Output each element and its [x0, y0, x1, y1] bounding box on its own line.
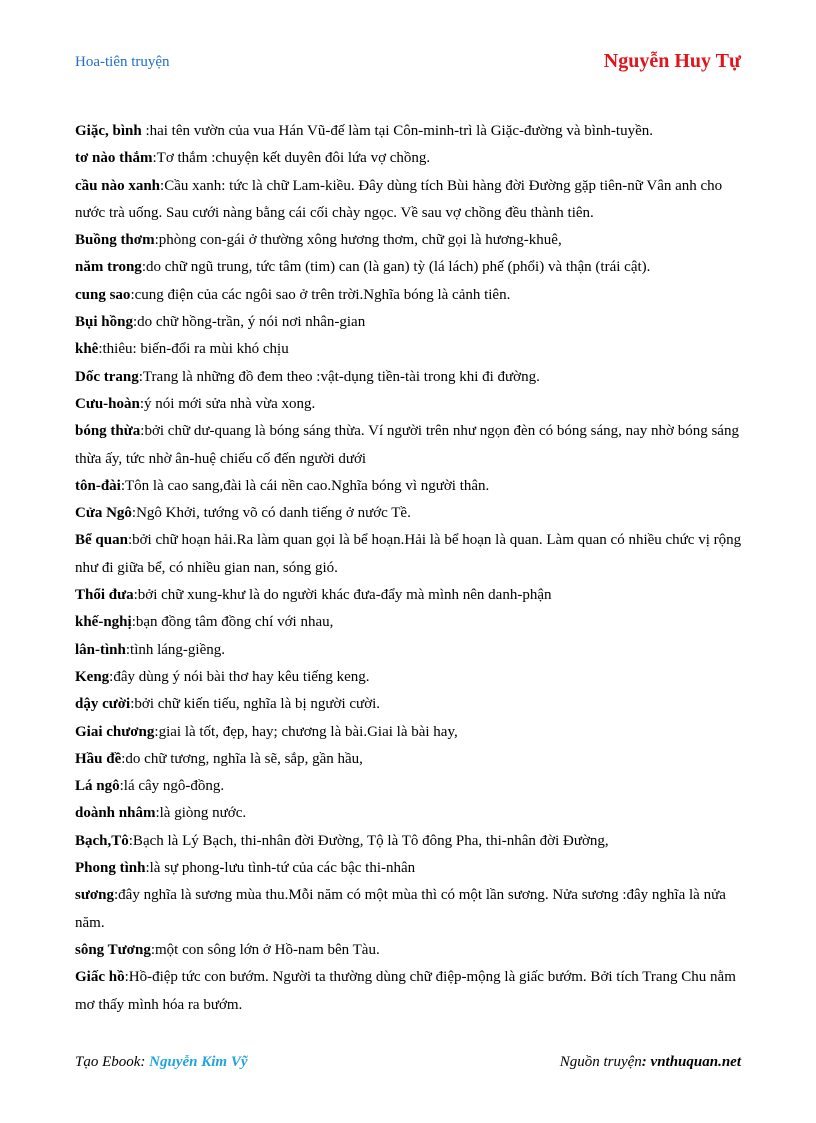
glossary-entry — [75, 882, 743, 937]
glossary-entry — [75, 773, 743, 800]
glossary-definition: :bạn đồng tâm đồng chí với nhau, — [131, 614, 334, 631]
glossary-entry — [75, 282, 743, 309]
glossary-entry — [75, 828, 743, 855]
glossary-entry — [75, 855, 743, 882]
glossary-definition: :Tơ thắm :chuyện kết duyên đôi lứa vợ chồng. — [152, 150, 431, 167]
glossary-definition: :một con sông lớn ở Hồ-nam bên Tàu. — [150, 941, 380, 958]
glossary-definition: :ý nói mới sửa nhà vừa xong. — [139, 395, 316, 412]
creator-label: Tạo Ebook — [75, 1054, 141, 1070]
book-title: Hoa-tiên truyện — [75, 54, 170, 70]
source-credit — [560, 1054, 741, 1071]
glossary-definition: :cung điện của các ngôi sao ở trên trời.Nghĩa bóng là cảnh tiên. — [130, 286, 511, 303]
glossary-term: năm trong — [75, 259, 142, 276]
glossary-definition: :Bạch là Lý Bạch, thi-nhân đời Đường, Tộ là Tô đông Pha, thi-nhân đời Đường, — [128, 832, 609, 849]
glossary-entry — [75, 964, 743, 1019]
glossary-definition: :là sự phong-lưu tình-tứ của các bậc thi-nhân — [145, 860, 416, 877]
glossary-definition: :Cầu xanh: tức là chữ Lam-kiều. Đây dùng tích Bùi hàng đời Đường gặp tiên-nữ Vân anh cho nước trà uống. Sau cưới nàng bằng cái cối chày ngọc. Về sau vợ chồng đều thành tiên. — [75, 177, 723, 221]
glossary-term: tơ nào thắm — [75, 150, 153, 167]
glossary-entry — [75, 118, 743, 145]
glossary-definition: :thiêu: biến-đổi ra mùi khó chịu — [98, 341, 289, 358]
glossary-entry — [75, 500, 743, 527]
glossary-term: Dốc trang — [75, 368, 139, 385]
glossary-definition: :do chữ hồng-trần, ý nói nơi nhân-gian — [132, 314, 366, 331]
glossary-entry — [75, 173, 743, 228]
glossary-term: sương — [75, 887, 114, 904]
glossary-entry — [75, 609, 743, 636]
creator-name: Nguyễn Kim Vỹ — [149, 1054, 248, 1070]
page-header — [75, 50, 741, 80]
glossary-definition: :bởi chữ kiến tiếu, nghĩa là bị người cười. — [130, 696, 381, 713]
glossary-definition: :do chữ ngũ trung, tức tâm (tim) can (là gan) tỳ (lá lách) phế (phổi) và thận (trái cật). — [141, 259, 651, 276]
glossary-term: cầu nào xanh — [75, 177, 161, 194]
source-separator: : — [641, 1054, 651, 1070]
glossary-definition: :Tôn là cao sang,đài là cái nền cao.Nghĩa bóng vì người thân. — [120, 477, 490, 494]
glossary-definition: :bởi chữ xung-khư là do người khác đưa-đẩy mà mình nên danh-phận — [133, 587, 552, 604]
glossary-entry — [75, 364, 743, 391]
glossary-entry — [75, 227, 743, 254]
glossary-term: Keng — [75, 668, 110, 685]
glossary-definition: :hai tên vườn của vua Hán Vũ-đế làm tại Côn-minh-trì là Giặc-đường và bình-tuyền. — [141, 123, 653, 139]
glossary-entry — [75, 691, 743, 718]
glossary-term: Cưu-hoàn — [75, 395, 140, 412]
glossary-list — [75, 118, 743, 1019]
creator-separator: : — [140, 1054, 150, 1070]
glossary-definition: :giai là tốt, đẹp, hay; chương là bài.Giai là bài hay, — [154, 723, 458, 740]
glossary-entry — [75, 145, 743, 172]
author-name: Nguyễn Huy Tự — [603, 50, 741, 72]
glossary-term: Giặc, bình — [75, 123, 142, 139]
glossary-term: Hầu đề — [75, 750, 122, 767]
glossary-entry — [75, 664, 743, 691]
source-label: Nguồn truyện — [559, 1054, 642, 1070]
glossary-definition: :Ngô Khởi, tướng võ có danh tiếng ở nước Tề. — [131, 505, 411, 522]
glossary-term: doành nhâm — [75, 805, 156, 822]
glossary-definition: :do chữ tương, nghĩa là sẽ, sắp, gần hầu, — [121, 750, 363, 767]
glossary-entry — [75, 937, 743, 964]
glossary-entry — [75, 719, 743, 746]
glossary-term: Buồng thơm — [75, 232, 155, 249]
glossary-entry — [75, 746, 743, 773]
glossary-term: khế-nghị — [75, 614, 132, 631]
glossary-definition: :tình láng-giềng. — [125, 641, 226, 658]
glossary-entry — [75, 637, 743, 664]
glossary-term: Giai chương — [75, 723, 155, 740]
glossary-entry — [75, 473, 743, 500]
glossary-definition: :đây dùng ý nói bài thơ hay kêu tiếng keng. — [109, 668, 370, 685]
glossary-entry — [75, 582, 743, 609]
glossary-term: Phong tình — [75, 860, 146, 877]
glossary-term: Lá ngô — [75, 778, 120, 795]
glossary-entry — [75, 527, 743, 582]
glossary-definition: :là giòng nước. — [155, 805, 247, 822]
glossary-entry — [75, 336, 743, 363]
glossary-entry — [75, 309, 743, 336]
glossary-term: Bể quan — [75, 532, 128, 549]
glossary-term: Bụi hồng — [75, 314, 133, 331]
glossary-term: bóng thừa — [75, 423, 141, 440]
glossary-term: sông Tương — [75, 941, 151, 958]
glossary-term: khê — [75, 341, 99, 358]
glossary-term: cung sao — [75, 286, 131, 303]
glossary-term: tôn-đài — [75, 477, 121, 494]
glossary-entry — [75, 391, 743, 418]
glossary-entry — [75, 254, 743, 281]
glossary-definition: :Trang là những đồ đem theo :vật-dụng tiền-tài trong khi đi đường. — [138, 368, 540, 385]
glossary-definition: :đây nghĩa là sương mùa thu.Mỗi năm có một mùa thì có một lần sương. Nửa sương :đây nghĩa là nửa năm. — [75, 887, 726, 931]
glossary-definition: :bởi chữ hoạn hải.Ra làm quan gọi là bể hoạn.Hải là bể hoạn là quan. Làm quan có nhiều chức vị rộng như đi giữa bể, có nhiều gian nan, sóng gió. — [75, 532, 742, 576]
glossary-term: Giấc hồ — [75, 969, 125, 986]
glossary-definition: :Hồ-điệp tức con bướm. Người ta thường dùng chữ điệp-mộng là giấc bướm. Bởi tích Trang Chu nằm mơ thấy mình hóa ra bướm. — [75, 969, 736, 1013]
source-site: vnthuquan.net — [650, 1054, 741, 1070]
glossary-definition: :bởi chữ dư-quang là bóng sáng thừa. Ví người trên như ngọn đèn có bóng sáng, nay nhờ bóng sáng thừa ấy, tức nhờ ân-huệ chiếu cố đến người dưới — [75, 423, 739, 467]
glossary-entry — [75, 800, 743, 827]
glossary-term: Cửa Ngô — [75, 505, 132, 522]
ebook-credit — [75, 1054, 248, 1071]
glossary-term: dậy cười — [75, 696, 131, 713]
glossary-definition: :phòng con-gái ở thường xông hương thơm, chữ gọi là hương-khuê, — [154, 232, 562, 249]
glossary-entry — [75, 418, 743, 473]
glossary-term: Thổi đưa — [75, 587, 134, 604]
page-footer — [75, 1054, 741, 1076]
glossary-term: lân-tình — [75, 641, 126, 658]
glossary-definition: :lá cây ngô-đồng. — [119, 778, 225, 795]
glossary-term: Bạch,Tô — [75, 832, 129, 849]
